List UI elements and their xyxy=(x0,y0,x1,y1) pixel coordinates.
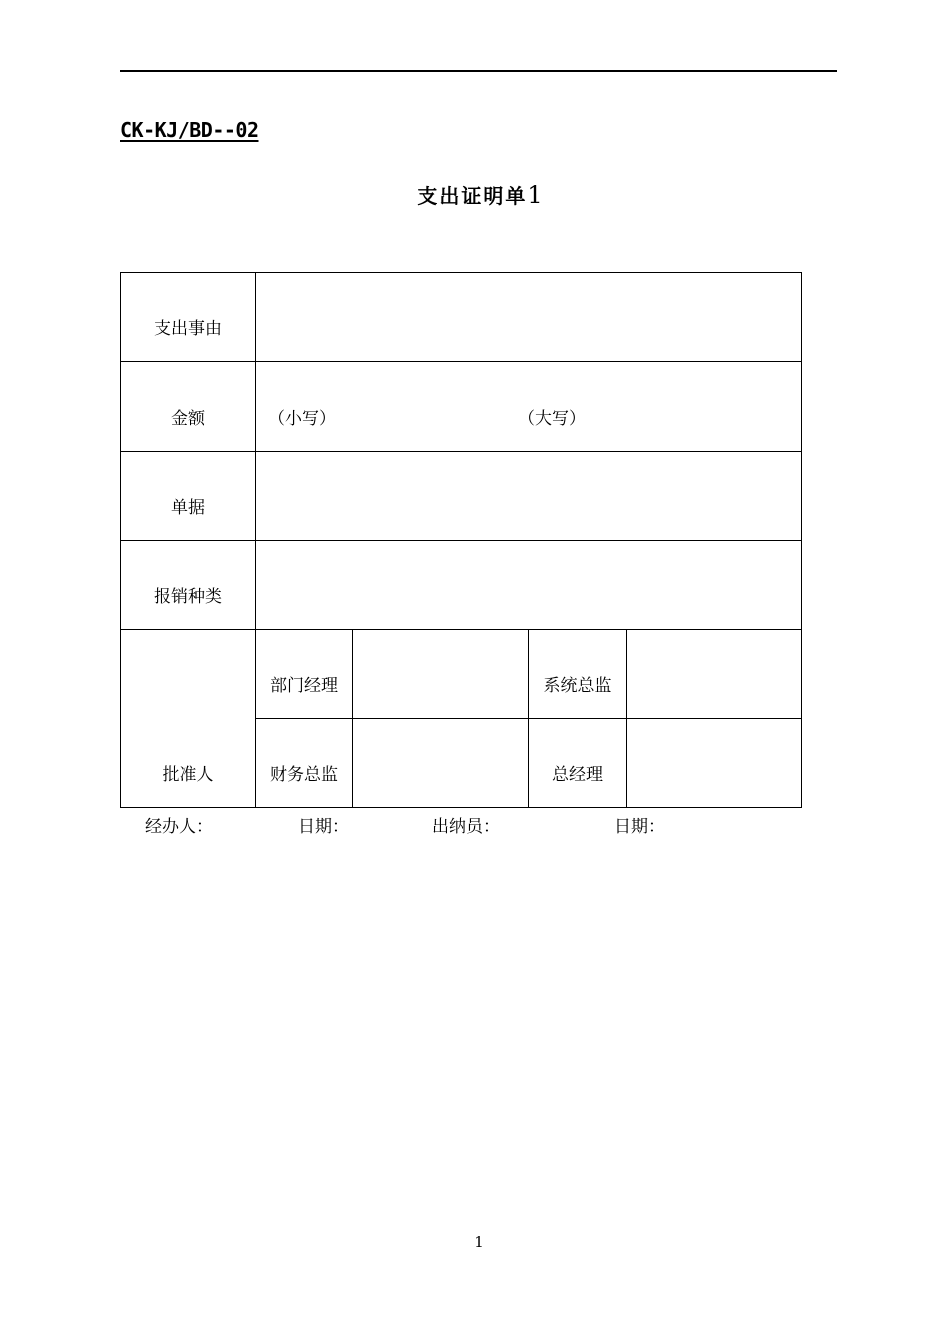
expense-voucher-table xyxy=(120,272,802,808)
amount-row xyxy=(121,362,802,452)
expense-reason-field[interactable] xyxy=(256,273,802,362)
approver-row-1 xyxy=(121,630,802,719)
expense-reason-label-cell xyxy=(121,273,256,362)
finance-director-label-cell xyxy=(256,719,353,808)
document-code: CK-KJ/BD--02 xyxy=(120,118,259,142)
general-manager-label: 总经理 xyxy=(552,765,603,785)
header-rule xyxy=(120,70,837,72)
receipts-row xyxy=(121,452,802,541)
reimbursement-type-field[interactable] xyxy=(256,541,802,630)
amount-uppercase-label: （大写） xyxy=(518,409,586,429)
amount-label-cell xyxy=(121,362,256,452)
page-number: 1 xyxy=(474,1233,484,1251)
receipts-label: 单据 xyxy=(171,498,205,518)
reimbursement-type-label-cell xyxy=(121,541,256,630)
footer-signature-line xyxy=(0,816,950,840)
dept-manager-signature-field[interactable] xyxy=(353,630,529,719)
receipts-label-cell xyxy=(121,452,256,541)
expense-reason-row xyxy=(121,273,802,362)
cashier-label: 出纳员： xyxy=(432,817,500,837)
system-director-label-cell xyxy=(529,630,627,719)
approver-label: 批准人 xyxy=(162,765,214,785)
expense-reason-label: 支出事由 xyxy=(154,319,222,339)
amount-lowercase-label: （小写） xyxy=(268,409,336,429)
handler-label: 经办人： xyxy=(145,817,213,837)
reimbursement-type-label: 报销种类 xyxy=(154,587,222,607)
general-manager-label-cell xyxy=(529,719,627,808)
dept-manager-label-cell xyxy=(256,630,353,719)
approver-label-cell xyxy=(121,630,256,808)
document-title-text: 支出证明单 xyxy=(417,184,528,208)
document-title-number: 1 xyxy=(527,181,543,209)
receipts-field[interactable] xyxy=(256,452,802,541)
reimbursement-type-row xyxy=(121,541,802,630)
finance-director-signature-field[interactable] xyxy=(353,719,529,808)
date-label-1: 日期： xyxy=(298,817,349,837)
amount-field[interactable] xyxy=(256,362,802,452)
general-manager-signature-field[interactable] xyxy=(627,719,802,808)
amount-label: 金额 xyxy=(171,409,205,429)
system-director-label: 系统总监 xyxy=(543,676,612,696)
finance-director-label: 财务总监 xyxy=(270,765,338,785)
system-director-signature-field[interactable] xyxy=(627,630,802,719)
date-label-2: 日期： xyxy=(614,817,665,837)
dept-manager-label: 部门经理 xyxy=(270,676,338,696)
document-title xyxy=(0,181,950,210)
